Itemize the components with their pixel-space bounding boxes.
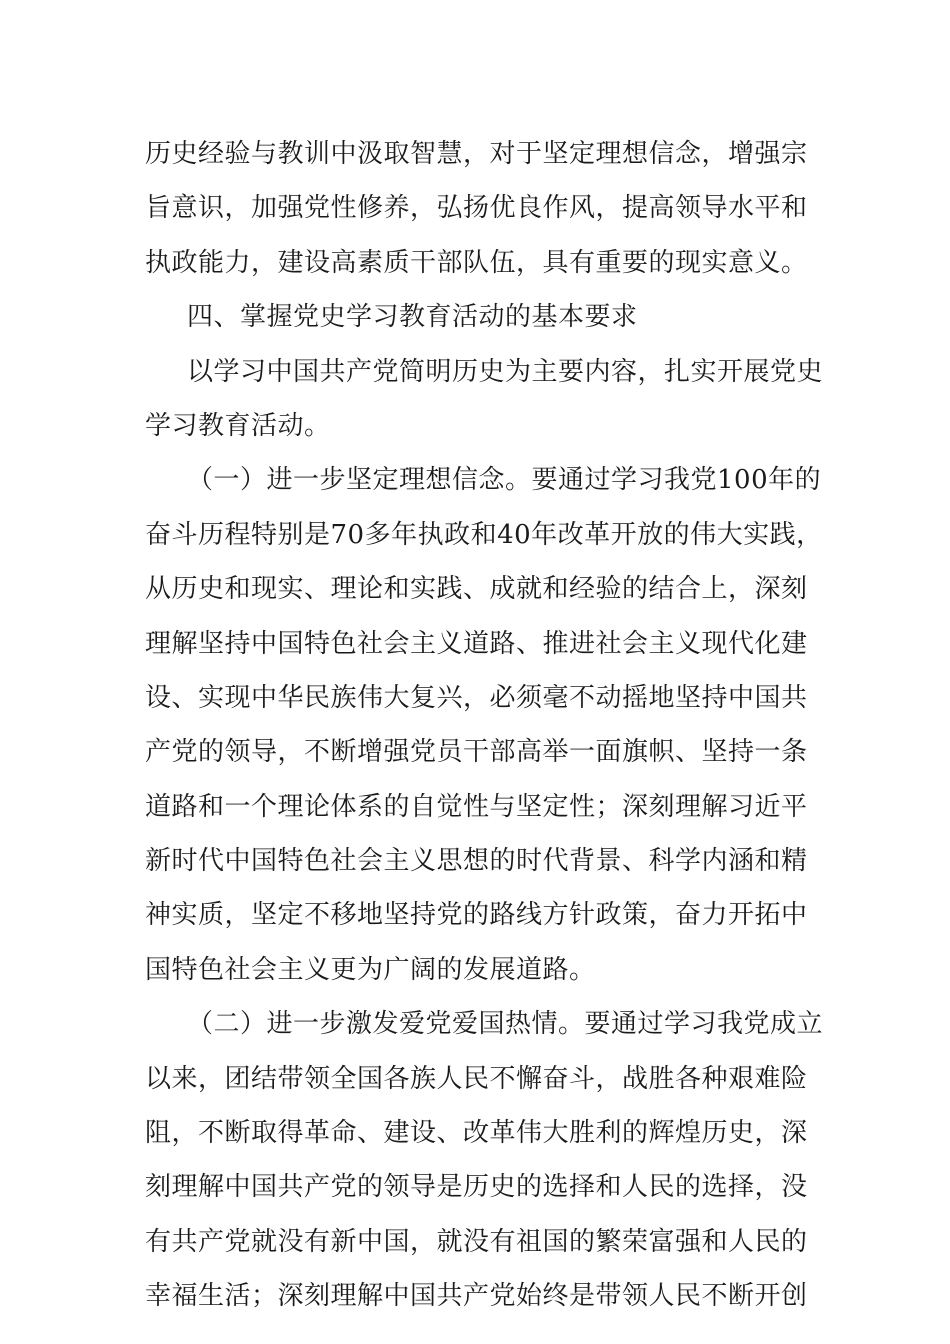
text-line-2: 旨意识，加强党性修养，弘扬优良作风，提高领导水平和 bbox=[145, 193, 808, 224]
text-line-20: 刻理解中国共产党的领导是历史的选择和人民的选择，没 bbox=[145, 1172, 808, 1203]
text-line-15: 神实质，坚定不移地坚持党的路线方针政策，奋力开拓中 bbox=[145, 900, 808, 931]
text-line-18: 以来，团结带领全国各族人民不懈奋斗，战胜各种艰难险 bbox=[145, 1063, 808, 1094]
text-line-5: 以学习中国共产党简明历史为主要内容，扎实开展党史 bbox=[187, 356, 824, 387]
document-body bbox=[145, 127, 825, 1324]
text-line-13: 道路和一个理论体系的自觉性与坚定性；深刻理解习近平 bbox=[145, 791, 808, 822]
text-line-21: 有共产党就没有新中国，就没有祖国的繁荣富强和人民的 bbox=[145, 1226, 808, 1257]
text-line-3: 执政能力，建设高素质干部队伍，具有重要的现实意义。 bbox=[145, 247, 808, 278]
text-line-17: （二）进一步激发爱党爱国热情。要通过学习我党成立 bbox=[187, 1009, 824, 1040]
text-line-10: 理解坚持中国特色社会主义道路、推进社会主义现代化建 bbox=[145, 628, 808, 659]
text-line-22: 幸福生活；深刻理解中国共产党始终是带领人民不断开创 bbox=[145, 1281, 808, 1312]
text-line-6: 学习教育活动。 bbox=[145, 410, 331, 441]
text-line-1: 历史经验与教训中汲取智慧，对于坚定理想信念，增强宗 bbox=[145, 139, 808, 169]
text-line-8: 奋斗历程特别是70多年执政和40年改革开放的伟大实践， bbox=[145, 519, 823, 550]
text-line-7: （一）进一步坚定理想信念。要通过学习我党100年的 bbox=[187, 465, 822, 496]
text-line-16: 国特色社会主义更为广阔的发展道路。 bbox=[145, 954, 596, 985]
text-line-9: 从历史和现实、理论和实践、成就和经验的结合上，深刻 bbox=[145, 574, 808, 605]
section-heading: 四、掌握党史学习教育活动的基本要求 bbox=[187, 302, 638, 333]
text-line-19: 阻，不断取得革命、建设、改革伟大胜利的辉煌历史，深 bbox=[145, 1118, 808, 1149]
text-line-12: 产党的领导，不断增强党员干部高举一面旗帜、坚持一条 bbox=[145, 737, 808, 768]
text-line-14: 新时代中国特色社会主义思想的时代背景、科学内涵和精 bbox=[145, 846, 808, 877]
text-line-11: 设、实现中华民族伟大复兴，必须毫不动摇地坚持中国共 bbox=[145, 682, 808, 713]
